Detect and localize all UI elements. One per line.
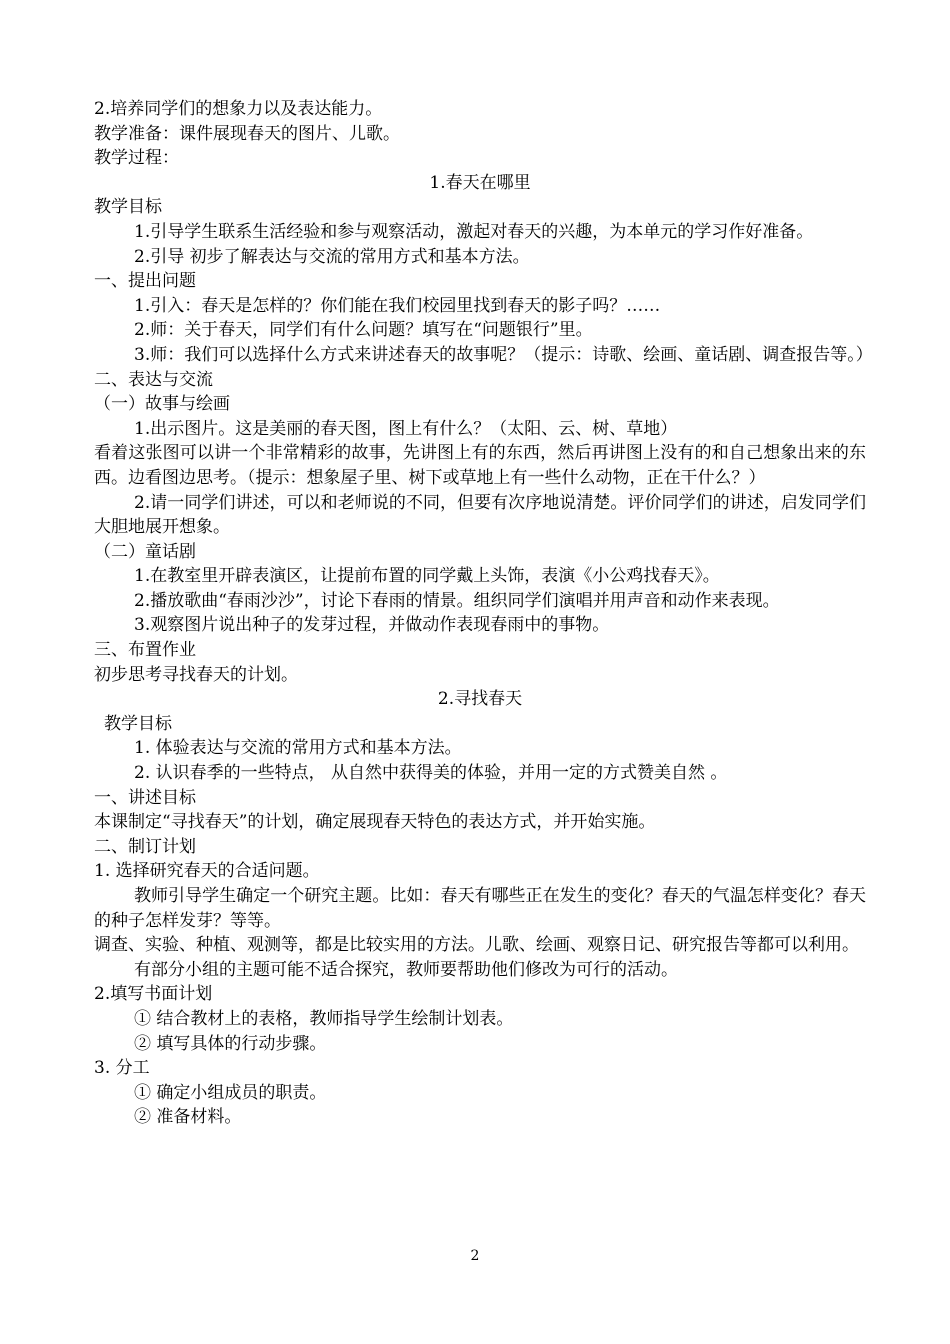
text-line: 有部分小组的主题可能不适合探究，教师要帮助他们修改为可行的活动。	[134, 959, 678, 980]
section-heading: 二、表达与交流	[94, 369, 213, 390]
text-line: 2.播放歌曲“春雨沙沙”，讨论下春雨的情景。组织同学们演唱并用声音和动作来表现。	[134, 590, 780, 611]
section-heading: 一、提出问题	[94, 271, 196, 292]
section-heading: 教学目标	[104, 713, 172, 734]
subsection-heading: （二）童话剧	[94, 541, 196, 562]
text-line: 2. 认识春季的一些特点， 从自然中获得美的体验，并用一定的方式赞美自然 。	[134, 763, 728, 784]
list-item: ② 准备材料。	[134, 1107, 242, 1128]
page-number: 2	[470, 1248, 480, 1264]
list-item: ② 填写具体的行动步骤。	[134, 1033, 327, 1054]
text-line: 本课制定“寻找春天”的计划，确定展现春天特色的表达方式，并开始实施。	[94, 812, 656, 833]
text-paragraph: 1.引导学生联系生活经验和参与观察活动，激起对春天的兴趣，为本单元的学习作好准备。	[134, 221, 814, 242]
text-line: 教学准备：课件展现春天的图片、儿歌。	[94, 123, 400, 144]
text-line: 1. 体验表达与交流的常用方式和基本方法。	[134, 738, 462, 759]
text-line: 2.引导 初步了解表达与交流的常用方式和基本方法。	[134, 246, 530, 267]
lesson-title: 2.寻找春天	[437, 689, 523, 710]
section-heading: 二、制订计划	[94, 836, 196, 857]
text-line: 1. 选择研究春天的合适问题。	[94, 861, 320, 882]
section-heading: 教学目标	[94, 197, 162, 218]
lesson-title: 1.春天在哪里	[429, 172, 531, 193]
section-heading: 3. 分工	[94, 1058, 150, 1079]
subsection-heading: （一）故事与绘画	[94, 394, 230, 415]
text-paragraph: 2.请一同学们讲述，可以和老师说的不同，但要有次序地说清楚。评价同学们的讲述，启发同学们大胆地展开想象。	[94, 492, 866, 538]
text-line: 1.引入：春天是怎样的？你们能在我们校园里找到春天的影子吗？……	[134, 295, 661, 316]
text-line: 教学过程：	[94, 148, 179, 169]
list-item: ① 结合教材上的表格，教师指导学生绘制计划表。	[134, 1008, 514, 1029]
section-heading: 三、布置作业	[94, 640, 196, 661]
text-paragraph: 3.师：我们可以选择什么方式来讲述春天的故事呢？（提示：诗歌、绘画、童话剧、调查报告等。）	[134, 344, 873, 365]
text-line: 3.观察图片说出种子的发芽过程，并做动作表现春雨中的事物。	[134, 615, 610, 636]
text-line: 2.师：关于春天，同学们有什么问题？填写在“问题银行”里。	[134, 320, 593, 341]
text-line: 2.培养同学们的想象力以及表达能力。	[94, 99, 383, 119]
text-paragraph: 教师引导学生确定一个研究主题。比如：春天有哪些正在发生的变化？春天的气温怎样变化？春天的种子怎样发芽？等等。	[94, 886, 866, 931]
document-body	[94, 97, 873, 1130]
list-item: ① 确定小组成员的职责。	[134, 1082, 327, 1103]
text-line: 1.在教室里开辟表演区，让提前布置的同学戴上头饰，表演《小公鸡找春天》。	[134, 566, 720, 587]
section-heading: 一、讲述目标	[94, 787, 196, 808]
section-heading: 2.填写书面计划	[94, 984, 213, 1005]
text-paragraph: 看着这张图可以讲一个非常精彩的故事，先讲图上有的东西，然后再讲图上没有的和自己想象出来的东西。边看图边思考。（提示：想象屋子里、树下或草地上有一些什么动物，正在干什么？）	[94, 443, 866, 488]
text-paragraph: 调查、实验、种植、观测等，都是比较实用的方法。儿歌、绘画、观察日记、研究报告等都可以利用。	[94, 935, 859, 956]
text-line: 初步思考寻找春天的计划。	[94, 664, 298, 685]
text-line: 1.出示图片。这是美丽的春天图，图上有什么？（太阳、云、树、草地）	[134, 418, 678, 439]
